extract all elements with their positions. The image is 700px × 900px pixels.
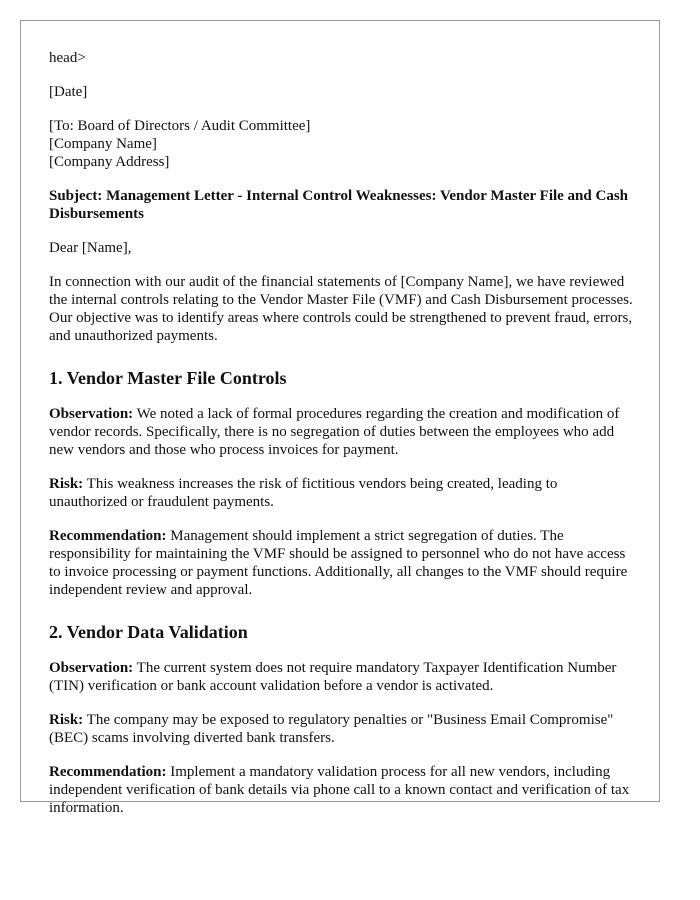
observation-label: Observation: — [49, 660, 134, 676]
head-fragment: head> — [49, 50, 86, 66]
recommendation-label: Recommendation: — [49, 528, 167, 544]
recommendation-text: Management should implement a strict segregation of duties. The responsibility for maintaining the VMF should be assigned to personnel who do not have access to invoice processing or payment functions. Additionally, all changes to the VMF should require independent review and approval. — [49, 528, 628, 598]
recipient-block — [49, 117, 633, 171]
company-address-line: [Company Address] — [49, 154, 170, 170]
section-heading-vendor-master-file: 1. Vendor Master File Controls — [49, 368, 287, 388]
intro-paragraph: In connection with our audit of the financial statements of [Company Name], we have reviewed the internal controls relating to the Vendor Master File (VMF) and Cash Disbursement processes. Our objective was to identify areas where controls could be strengthened to prevent fraud, errors, and unauthorized payments. — [49, 274, 633, 344]
observation-text: The current system does not require mandatory Taxpayer Identification Number (TIN) verification or bank account validation before a vendor is activated. — [49, 660, 617, 694]
company-name-line: [Company Name] — [49, 136, 157, 152]
risk-paragraph — [49, 711, 633, 747]
observation-text: We noted a lack of formal procedures regarding the creation and modification of vendor records. Specifically, there is no segregation of duties between the employees who add new vendors and those who process invoices for payment. — [49, 406, 620, 458]
letter-date: [Date] — [49, 84, 88, 100]
risk-text: The company may be exposed to regulatory penalties or "Business Email Compromise" (BEC) scams involving diverted bank transfers. — [49, 712, 614, 746]
recommendation-label: Recommendation: — [49, 764, 167, 780]
risk-label: Risk: — [49, 712, 84, 728]
recommendation-paragraph — [49, 763, 633, 817]
observation-paragraph — [49, 659, 633, 695]
subject-line: Subject: Management Letter - Internal Control Weaknesses: Vendor Master File and Cash Disbursements — [49, 188, 629, 222]
risk-paragraph — [49, 475, 633, 511]
risk-text: This weakness increases the risk of fictitious vendors being created, leading to unauthorized or fraudulent payments. — [49, 476, 558, 510]
letter-page — [20, 20, 660, 816]
observation-paragraph — [49, 405, 633, 459]
risk-label: Risk: — [49, 476, 84, 492]
recipient-line: [To: Board of Directors / Audit Committee] — [49, 118, 311, 134]
recommendation-text: Implement a mandatory validation process for all new vendors, including independent verification of bank details via phone call to a known contact and verification of tax information. — [49, 764, 630, 816]
letter-content — [49, 49, 633, 833]
observation-label: Observation: — [49, 406, 134, 422]
recommendation-paragraph — [49, 527, 633, 599]
section-heading-vendor-data-validation: 2. Vendor Data Validation — [49, 622, 248, 642]
salutation: Dear [Name], — [49, 240, 132, 256]
